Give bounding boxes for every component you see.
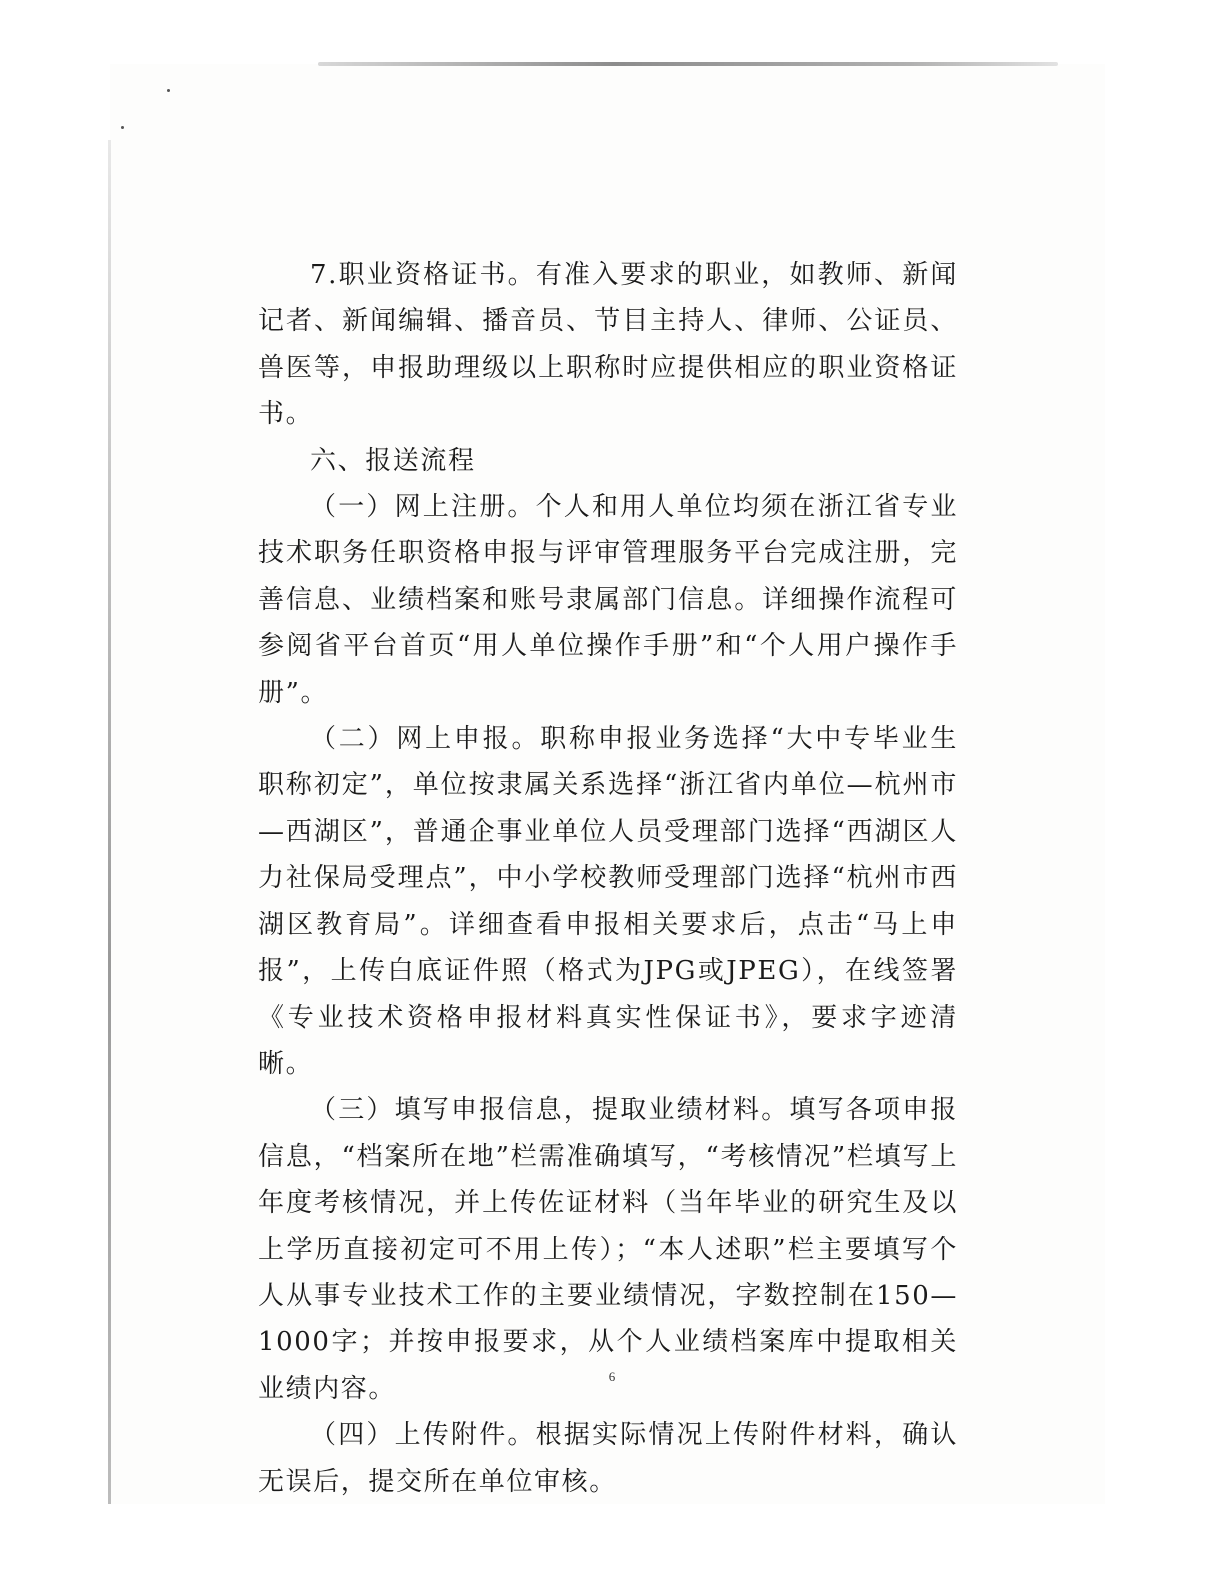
paragraph-online-application: （二）网上申报。职称申报业务选择“大中专毕业生职称初定”，单位按隶属关系选择“浙江省内单位—杭州市—西湖区”，普通企事业单位人员受理部门选择“西湖区人力社保局受理点”，中小学校教师受理部门选择“杭州市西湖区教育局”。详细查看申报相关要求后，点击“马上申报”，上传白底证件照（格式为JPG或JPEG），在线签署《专业技术资格申报材料真实性保证书》，要求字迹清晰。 <box>258 724 958 1079</box>
scan-shadow-top <box>318 62 1058 66</box>
document-body <box>258 252 958 1505</box>
scan-speck <box>167 89 170 92</box>
page-number: 6 <box>608 1369 616 1384</box>
paragraph-upload-attachments: （四）上传附件。根据实际情况上传附件材料，确认无误后，提交所在单位审核。 <box>258 1420 958 1497</box>
scan-speck <box>121 126 124 129</box>
paragraph-online-registration: （一）网上注册。个人和用人单位均须在浙江省专业技术职务任职资格申报与评审管理服务平台完成注册，完善信息、业绩档案和账号隶属部门信息。详细操作流程可参阅省平台首页“用人单位操作手册”和“个人用户操作手册”。 <box>258 492 958 708</box>
paragraph-professional-certificate: 7.职业资格证书。有准入要求的职业，如教师、新闻记者、新闻编辑、播音员、节目主持人、律师、公证员、兽医等，申报助理级以上职称时应提供相应的职业资格证书。 <box>258 260 958 430</box>
scan-shadow-left <box>108 140 111 1504</box>
section-heading: 六、报送流程 <box>310 445 476 476</box>
paragraph-fill-information: （三）填写申报信息，提取业绩材料。填写各项申报信息，“档案所在地”栏需准确填写，“考核情况”栏填写上年度考核情况，并上传佐证材料（当年毕业的研究生及以上学历直接初定可不用上传）；“本人述职”栏主要填写个人从事专业技术工作的主要业绩情况，字数控制在150—1000字；并按申报要求，从个人业绩档案库中提取相关业绩内容。 <box>258 1095 958 1404</box>
